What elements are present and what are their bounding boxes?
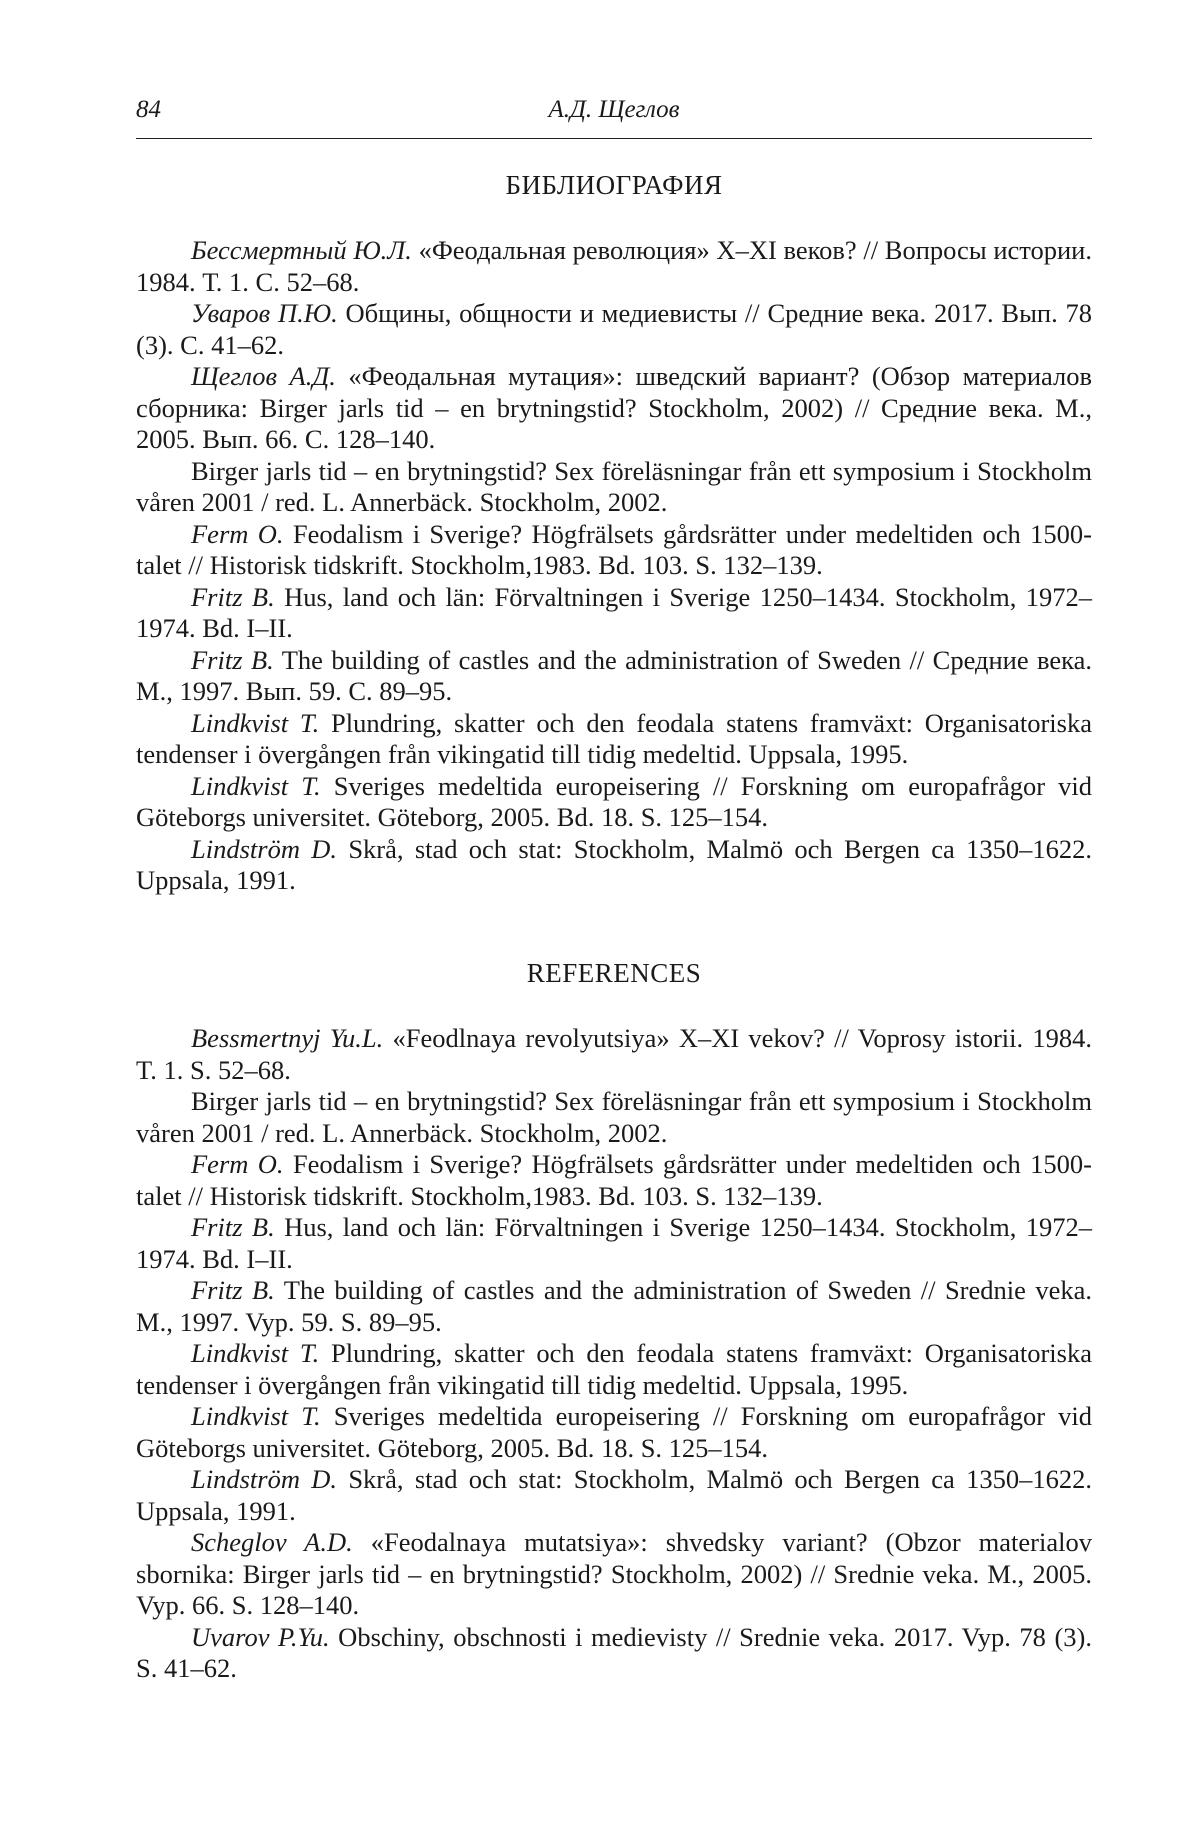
entry-author: Lindström D.	[191, 833, 338, 864]
entry-text: «Feodalnaya mutatsiya»: shvedsky variant? (Obzor materialov sbornika: Birger jarls tid – en brytningstid? Stockholm, 2002) // Srednie veka. M., 2005. Vyp. 66. S. 128–140.	[136, 1527, 1092, 1620]
entry-text: Birger jarls tid – en brytningstid? Sex föreläsningar från ett symposium i Stockholm våren 2001 / red. L. Annerbäck. Stockholm, 2002.	[136, 455, 1092, 517]
bibliography-entry	[136, 1527, 1092, 1622]
entry-author: Fritz B.	[191, 1212, 275, 1242]
entry-author: Бессмертный Ю.Л.	[191, 235, 412, 265]
entry-author: Fritz B.	[191, 1275, 275, 1305]
bibliography-entry	[136, 1622, 1092, 1685]
entry-text: Feodalism i Sverige? Högfrälsets gårdsrätter under medeltiden och 1500-talet // Historisk tidskrift. Stockholm,1983. Bd. 103. S. 132–139.	[136, 518, 1092, 580]
bibliography-entry	[136, 1212, 1092, 1275]
bibliography-entry	[136, 519, 1092, 582]
bibliography-entry	[136, 645, 1092, 708]
entry-author: Fritz B.	[191, 581, 275, 612]
entry-author: Lindström D.	[191, 1464, 338, 1494]
entry-author: Uvarov P.Yu.	[191, 1621, 330, 1652]
entry-author: Lindkvist T.	[191, 770, 321, 801]
entry-author: Lindkvist T.	[191, 1401, 321, 1431]
bibliography-title: БИБЛИОГРАФИЯ	[505, 170, 723, 200]
entry-text: «Феодальная революция» X–XI веков? // Вопросы истории. 1984. Т. 1. С. 52–68.	[136, 235, 1092, 297]
bibliography-entry	[136, 834, 1092, 897]
bibliography-section	[136, 172, 1092, 897]
entry-author: Щеглов А.Д.	[191, 361, 336, 391]
references-title: REFERENCES	[526, 958, 702, 988]
entry-author: Ferm O.	[191, 518, 284, 549]
bibliography-entry	[136, 708, 1092, 771]
entry-text: Общины, общности и медиевисты // Средние века. 2017. Вып. 78 (3). С. 41–62.	[136, 298, 1092, 360]
entry-text: Obschiny, obschnosti i medievisty // Srednie veka. 2017. Vyp. 78 (3). S. 41–62.	[136, 1621, 1092, 1683]
bibliography-entry	[136, 1275, 1092, 1338]
bibliography-entry	[136, 1023, 1092, 1086]
bibliography-entry	[136, 456, 1092, 519]
entry-author: Lindkvist T.	[191, 1338, 320, 1368]
entry-text: «Feodlnaya revolyutsiya» X–XI vekov? // Voprosy istorii. 1984. T. 1. S. 52–68.	[136, 1023, 1092, 1085]
entry-author: Уваров П.Ю.	[191, 298, 338, 328]
entry-text: Skrå, stad och stat: Stockholm, Malmö och Bergen ca 1350–1622. Uppsala, 1991.	[136, 833, 1092, 895]
bibliography-entry	[136, 361, 1092, 456]
entry-text: Hus, land och län: Förvaltningen i Sverige 1250–1434. Stockholm, 1972–1974. Bd. I–II.	[136, 581, 1092, 643]
page-header	[136, 96, 1092, 139]
bibliography-entry	[136, 235, 1092, 298]
entry-text: Plundring, skatter och den feodala statens framväxt: Organisatoriska tendenser i övergången från vikingatid till tidig medeltid. Uppsala, 1995.	[136, 707, 1092, 769]
entry-text: Plundring, skatter och den feodala statens framväxt: Organisatoriska tendenser i övergången från vikingatid till tidig medeltid. Uppsala, 1995.	[136, 1338, 1092, 1400]
bibliography-entry	[136, 771, 1092, 834]
entry-author: Scheglov A.D.	[191, 1527, 353, 1557]
entry-author: Lindkvist T.	[191, 707, 320, 738]
entry-text: Feodalism i Sverige? Högfrälsets gårdsrätter under medeltiden och 1500-talet // Historisk tidskrift. Stockholm,1983. Bd. 103. S. 132–139.	[136, 1149, 1092, 1211]
running-title: А.Д. Щеглов	[548, 96, 680, 123]
entry-text: Skrå, stad och stat: Stockholm, Malmö och Bergen ca 1350–1622. Uppsala, 1991.	[136, 1464, 1092, 1526]
entry-author: Ferm O.	[191, 1149, 284, 1179]
entry-text: Sveriges medeltida europeisering // Forskning om europafrågor vid Göteborgs universitet. Göteborg, 2005. Bd. 18. S. 125–154.	[136, 1401, 1092, 1463]
entry-text: The building of castles and the administration of Sweden // Средние века. М., 1997. Вып. 59. С. 89–95.	[136, 644, 1092, 706]
entry-author: Fritz B.	[191, 644, 274, 675]
bibliography-entry	[136, 1464, 1092, 1527]
bibliography-entry	[136, 1149, 1092, 1212]
bibliography-entry	[136, 298, 1092, 361]
references-list	[136, 1023, 1092, 1685]
bibliography-entry	[136, 582, 1092, 645]
entry-author: Bessmertnyj Yu.L.	[191, 1023, 384, 1053]
entry-text: Birger jarls tid – en brytningstid? Sex föreläsningar från ett symposium i Stockholm våren 2001 / red. L. Annerbäck. Stockholm, 2002.	[136, 1086, 1092, 1148]
entry-text: Hus, land och län: Förvaltningen i Sverige 1250–1434. Stockholm, 1972–1974. Bd. I–II.	[136, 1212, 1092, 1274]
entry-text: «Феодальная мутация»: шведский вариант? (Обзор материалов сборника: Birger jarls tid – en brytningstid? Stockholm, 2002) // Средние века. М., 2005. Вып. 66. С. 128–140.	[136, 361, 1092, 454]
page-number: 84	[136, 96, 161, 123]
entry-text: Sveriges medeltida europeisering // Forskning om europafrågor vid Göteborgs universitet. Göteborg, 2005. Bd. 18. S. 125–154.	[136, 770, 1092, 832]
bibliography-entry	[136, 1338, 1092, 1401]
references-section	[136, 960, 1092, 1685]
entry-text: The building of castles and the administration of Sweden // Srednie veka. M., 1997. Vyp. 59. S. 89–95.	[136, 1275, 1092, 1337]
bibliography-entry	[136, 1401, 1092, 1464]
bibliography-entry	[136, 1086, 1092, 1149]
bibliography-list	[136, 235, 1092, 897]
